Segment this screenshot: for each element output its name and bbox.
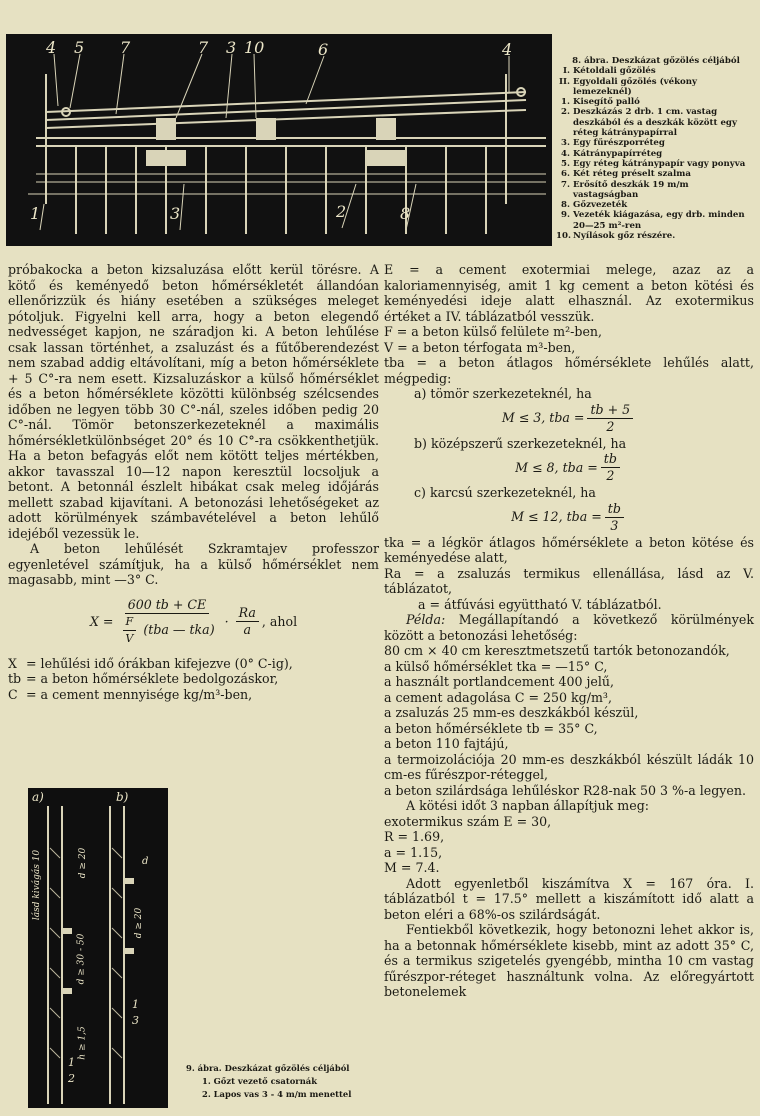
definition-V: V = a beton térfogata m³-ben,	[384, 339, 576, 355]
example-line: a külső hőmérséklet tka = —15° C,	[384, 658, 608, 674]
caption-item: 3. Egy fűrészporréteg	[561, 138, 665, 149]
figure-8-label: 10	[244, 38, 265, 57]
figure-9-caption-item: 1. Gőzt vezető csatornák	[202, 1076, 318, 1086]
cooling-time-formula: X = 600 tb + CE $\frac{F}{V}$ (tba — tka) · $\frac{Ra}{a}$ , ahol	[89, 596, 298, 645]
caption-item: 6. Két réteg préselt szalma	[561, 169, 691, 180]
figure-8-label: 3	[170, 204, 181, 223]
example-line: a termoizolációja 20 mm-es deszkákból készült ládák 10 cm-es fűrészpor-réteggel,	[384, 751, 754, 782]
figure-9-dimension: d ≥ 20	[78, 847, 89, 879]
figure-9-marker: 2	[68, 1072, 75, 1085]
caption-item: 10. Nyílások gőz részére.	[556, 231, 676, 242]
value-line: a = 1.15,	[384, 844, 443, 860]
paragraph: A beton lehűlését Szkramtajev professzor egyenletével számítjuk, ha a külső hőmérséklet nem magasabb, mint —3° C.	[8, 541, 379, 587]
figure-8-label: 5	[74, 38, 85, 57]
case-label: a) tömör szerkezeteknél, ha	[414, 386, 592, 401]
case-label: c) karcsú szerkezeteknél, ha	[414, 485, 596, 500]
figure-8-caption-title: 8. ábra. Deszkázat gőzölés céljából	[572, 56, 740, 66]
figure-8-label: 7	[120, 38, 131, 57]
left-column	[8, 262, 379, 702]
figure-9-dimension: h ≥ 1,5	[77, 1026, 88, 1060]
definition-row: X = lehűlési idő órákban kifejezve (0° C-ig),	[8, 655, 293, 671]
example-line: a beton 110 fajtájú,	[384, 736, 509, 751]
example-line: a beton hőmérséklete tb = 35° C,	[384, 720, 598, 736]
figure-8-label: 4	[502, 40, 513, 59]
figure-8-label: 3	[226, 38, 237, 57]
caption-item: 2. Deszkázás 2 drb. 1 cm. vastag deszkából és a deszkák között egy réteg kátránypapírral	[561, 107, 737, 139]
definition-tka: tka = a légkör átlagos hőmérséklete a beton kötése és keményedése alatt,	[384, 534, 754, 565]
figure-9-marker: 1	[68, 1056, 75, 1069]
paragraph: próbakocka a beton kizsaluzása előtt kerül törésre. A kötő és keményedő beton hőmérsékletét állandóan ellenőrizzük és hiány esetében a szükséges meleget pótoljuk. Figyelni kell arra, hogy a beton elegendő nedvességet kapjon, ne száradjon ki. A beton lehűlése csak lassan történhet, a zsaluzást és a fűtőberendezést nem szabad addig eltávolítani, míg a beton hőmérséklete + 5 C°-ra nem esett. Kizsaluzáskor a külső hőmérséklet és a beton hőmérséklete közötti különbség szélcsendes időben ne legyen több 30 C°-nál, szeles időben pedig 20 C°-nál. Tömör betonszerkezeteknél a maximális hőmérsékletkülönbséget 20° és 10 C°-ra csökkenthetjük. Ha a beton befagyás előt nem kötött teljes mértékben, akkor tavasszal 10—12 napon keresztül locsoljuk a betont. A betonnál észlelt hibákat csak meleg időjárás mellett szabad kijavítani. A betonozási lehetőségeket az adott körülmények számbavételével a beton lehűlő idejéből vezessük le.	[8, 262, 379, 541]
value-line: M = 7.4.	[384, 860, 440, 875]
example-line: 80 cm × 40 cm keresztmetszetű tartók betonozandók,	[384, 643, 730, 658]
caption-item: 9. Vezeték kiágazása, egy drb. minden 20—25 m²-ren	[561, 210, 745, 231]
right-column	[384, 262, 754, 1000]
figure-8-caption	[556, 56, 756, 241]
result-paragraph: Adott egyenletből kiszámítva X = 167 óra. I. táblázatból t = 17.5° mellett a kiszámított idő alatt a beton eléri a 68%-os szilárdságát.	[384, 875, 754, 922]
conclusion-paragraph: Fentiekből következik, hogy betonozni lehet akkor is, ha a betonnak hőmérséklete kisebb, mint az adott 35° C, és a termikus szigetelés gyengébb, mintha 10 cm vastag fűrészpor-réteget használtunk volna. Az előregyártott betonelemek	[384, 922, 754, 999]
figure-9-label-b: b)	[116, 790, 129, 804]
example-intro: Példa: Megállapítandó a következő körülmények között a betonozási lehetőség:	[384, 612, 754, 643]
figure-8-label: 7	[198, 38, 209, 57]
figure-9-marker: 1	[132, 998, 139, 1011]
figure-9-dimension: d	[142, 856, 149, 867]
figure-8-label: 2	[336, 202, 347, 221]
definition-E: E = a cement exotermiai melege, azaz az a kaloriamennyiség, amit 1 kg cement a beton kötési és keményedési ideje alatt elhasznál. Az exotermikus értéket a IV. táblázatból vesszük.	[384, 262, 754, 324]
example-line: a használt portlandcement 400 jelű,	[384, 674, 614, 689]
caption-item: 4. Kátránypapírréteg	[561, 148, 663, 159]
figure-9-marker: 3	[132, 1014, 139, 1027]
figure-9-drawing	[28, 788, 168, 1108]
case-label: b) középszerű szerkezeteknél, ha	[414, 435, 627, 451]
example-line: a cement adagolása C = 250 kg/m³,	[384, 689, 612, 705]
caption-item: I. Kétoldali gőzölés	[562, 66, 656, 77]
figure-8-label: 6	[318, 40, 329, 59]
figure-9-label-a: a)	[32, 790, 44, 804]
figure-8-label: 1	[30, 204, 41, 223]
figure-8-label: 4	[46, 38, 57, 57]
case-formula: M ≤ 3, tba = $\frac{tb + 5}{2}$	[384, 403, 754, 434]
caption-item: II. Egyoldali gőzölés (vékony lemezeknél)	[558, 76, 698, 97]
case-formula: M ≤ 8, tba = $\frac{tb}{2}$	[384, 452, 754, 483]
figure-9-side-label: lásd kivágás 10	[32, 849, 43, 921]
figure-8-drawing	[6, 34, 552, 246]
caption-item: 7. Erősítő deszkák 19 m/m vastagságban	[561, 179, 689, 200]
example-line: a zsaluzás 25 mm-es deszkákból készül,	[384, 705, 639, 720]
figure-9-dimension: d ≥ 30 - 50	[76, 933, 87, 985]
figure-9-caption-item: 2. Lapos vas 3 - 4 m/m menettel	[202, 1089, 352, 1099]
definition-row: C = a cement mennyisége kg/m³-ben,	[8, 686, 253, 702]
case-formula: M ≤ 12, tba = $\frac{tb}{3}$	[384, 502, 754, 533]
definition-Ra: Ra = a zsaluzás termikus ellenállása, lásd az V. táblázatot,	[384, 565, 754, 596]
setting-line: A kötési időt 3 napban állapítjuk meg:	[406, 798, 650, 813]
definition-alpha: a = átfúvási együttható V. táblázatból.	[418, 596, 662, 612]
figure-8-label: 8	[400, 204, 411, 223]
value-line: R = 1.69,	[384, 829, 445, 844]
definition-tba: tba = a beton átlagos hőmérséklete lehűlés alatt, mégpedig:	[384, 355, 754, 386]
definition-F: F = a beton külső felülete m²-ben,	[384, 324, 603, 339]
value-line: exotermikus szám E = 30,	[384, 813, 552, 829]
figure-9-dimension: d ≥ 20	[134, 907, 145, 939]
figure-9-caption-title: 9. ábra. Deszkázat gőzölés céljából	[186, 1063, 350, 1073]
example-line: a beton szilárdsága lehűléskor R28-nak 50 3 %-a legyen.	[384, 782, 746, 798]
caption-item: 5. Egy réteg kátránypapír vagy ponyva	[561, 158, 746, 169]
caption-item: 1. Kisegítő palló	[561, 97, 640, 108]
definition-row: tb = a beton hőmérséklete bedolgozáskor,	[8, 671, 279, 686]
caption-item: 8. Gőzvezeték	[561, 200, 628, 211]
figure-9-caption	[186, 1062, 372, 1101]
